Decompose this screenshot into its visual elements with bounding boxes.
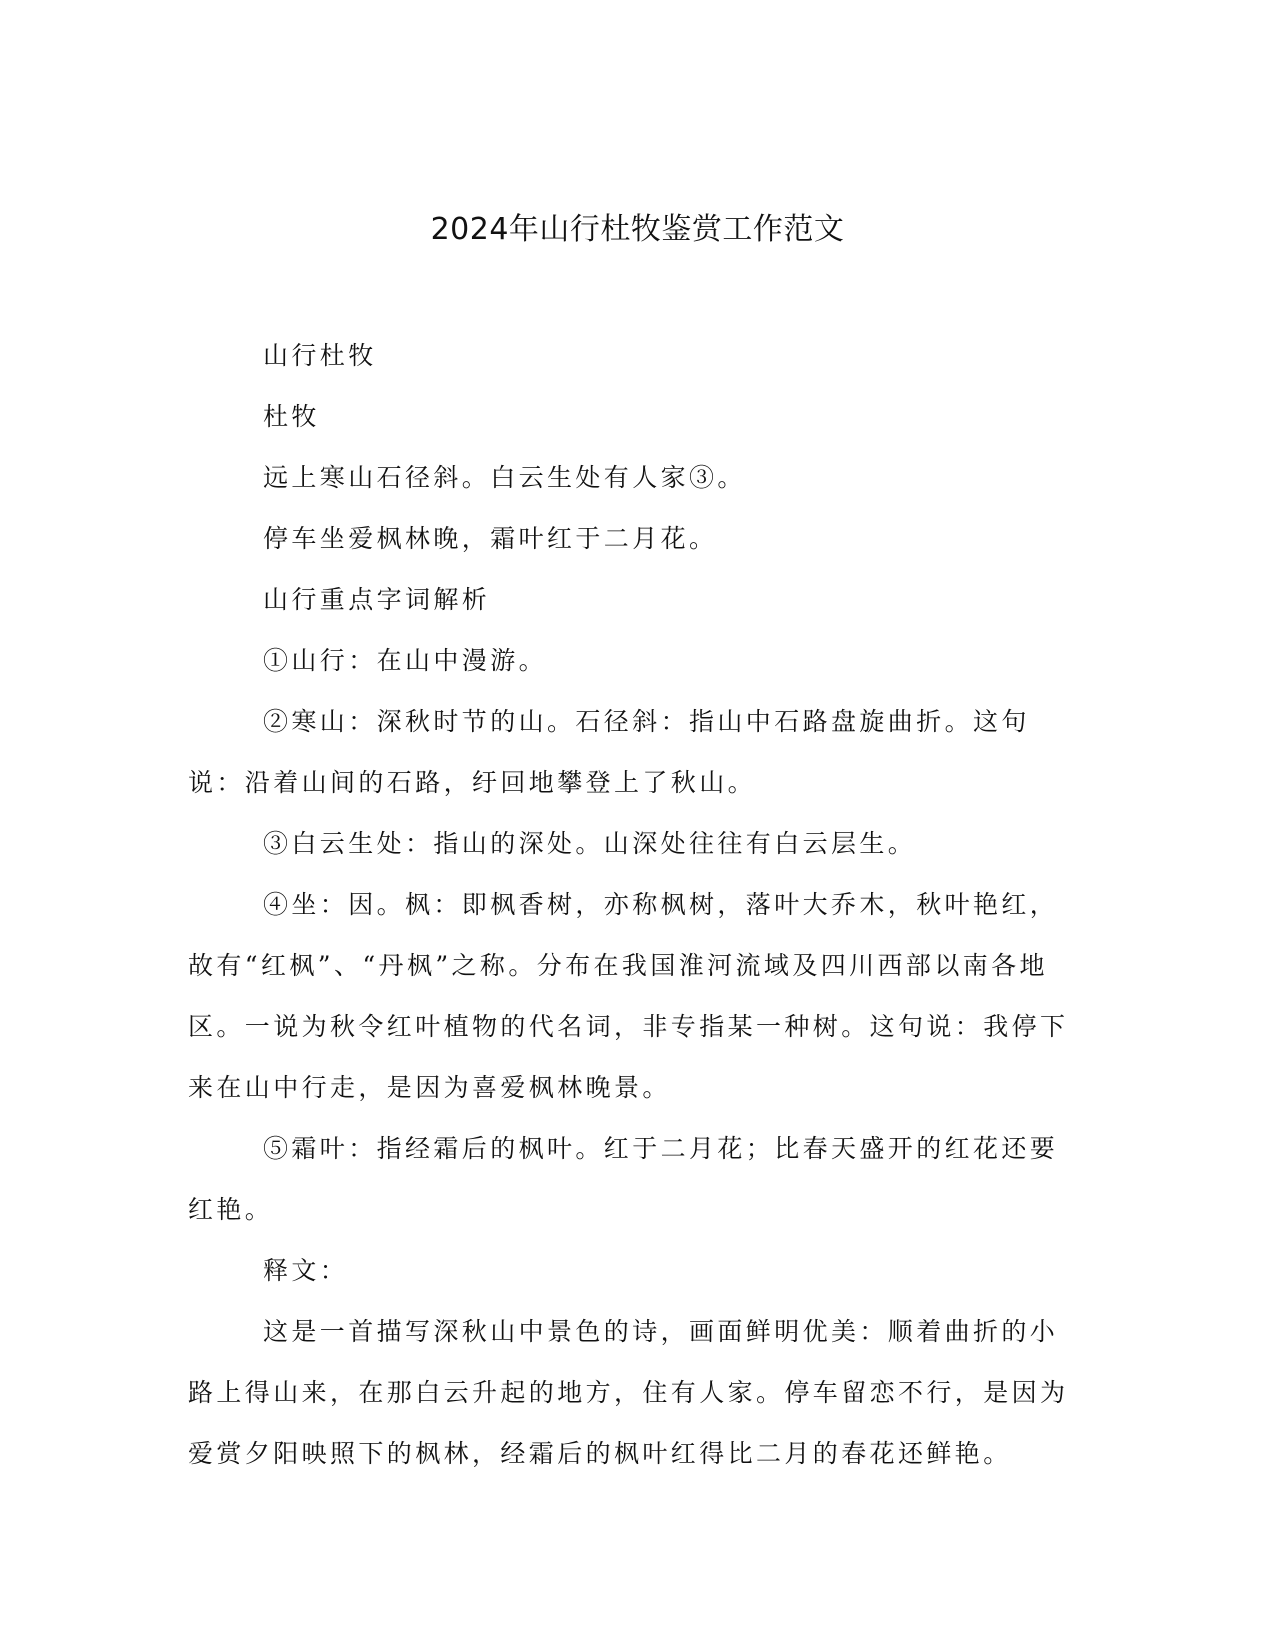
paragraph-section-heading: 山行重点字词解析 xyxy=(263,585,491,614)
paragraph-poem-line-2: 停车坐爱枫林晚，霜叶红于二月花。 xyxy=(263,524,718,553)
document-body xyxy=(188,325,1078,1484)
paragraph-note-1: ①山行：在山中漫游。 xyxy=(263,646,548,675)
paragraph-author: 杜牧 xyxy=(263,402,320,431)
paragraph-translation: 这是一首描写深秋山中景色的诗，画面鲜明优美：顺着曲折的小路上得山来，在那白云升起的地方，住有人家。停车留恋不行，是因为爱赏夕阳映照下的枫林，经霜后的枫叶红得比二月的春花还鲜艳。 xyxy=(188,1317,1069,1468)
paragraph-poem-line-1: 远上寒山石径斜。白云生处有人家③。 xyxy=(263,463,746,492)
paragraph-poem-title: 山行杜牧 xyxy=(263,341,377,370)
paragraph-translation-heading: 释文： xyxy=(263,1256,349,1285)
paragraph-note-2: ②寒山：深秋时节的山。石径斜：指山中石路盘旋曲折。这句说：沿着山间的石路，纡回地攀登上了秋山。 xyxy=(188,707,1030,797)
document-title: 2024年山行杜牧鉴赏工作范文 xyxy=(430,212,845,247)
paragraph-note-5: ⑤霜叶：指经霜后的枫叶。红于二月花；比春天盛开的红花还要红艳。 xyxy=(188,1134,1059,1224)
paragraph-note-4: ④坐：因。枫：即枫香树，亦称枫树，落叶大乔木，秋叶艳红，故有“红枫”、“丹枫”之称。分布在我国淮河流域及四川西部以南各地区。一说为秋令红叶植物的代名词，非专指某一种树。这句说：我停下来在山中行走，是因为喜爱枫林晚景。 xyxy=(188,890,1069,1102)
paragraph-note-3: ③白云生处：指山的深处。山深处往往有白云层生。 xyxy=(263,829,917,858)
